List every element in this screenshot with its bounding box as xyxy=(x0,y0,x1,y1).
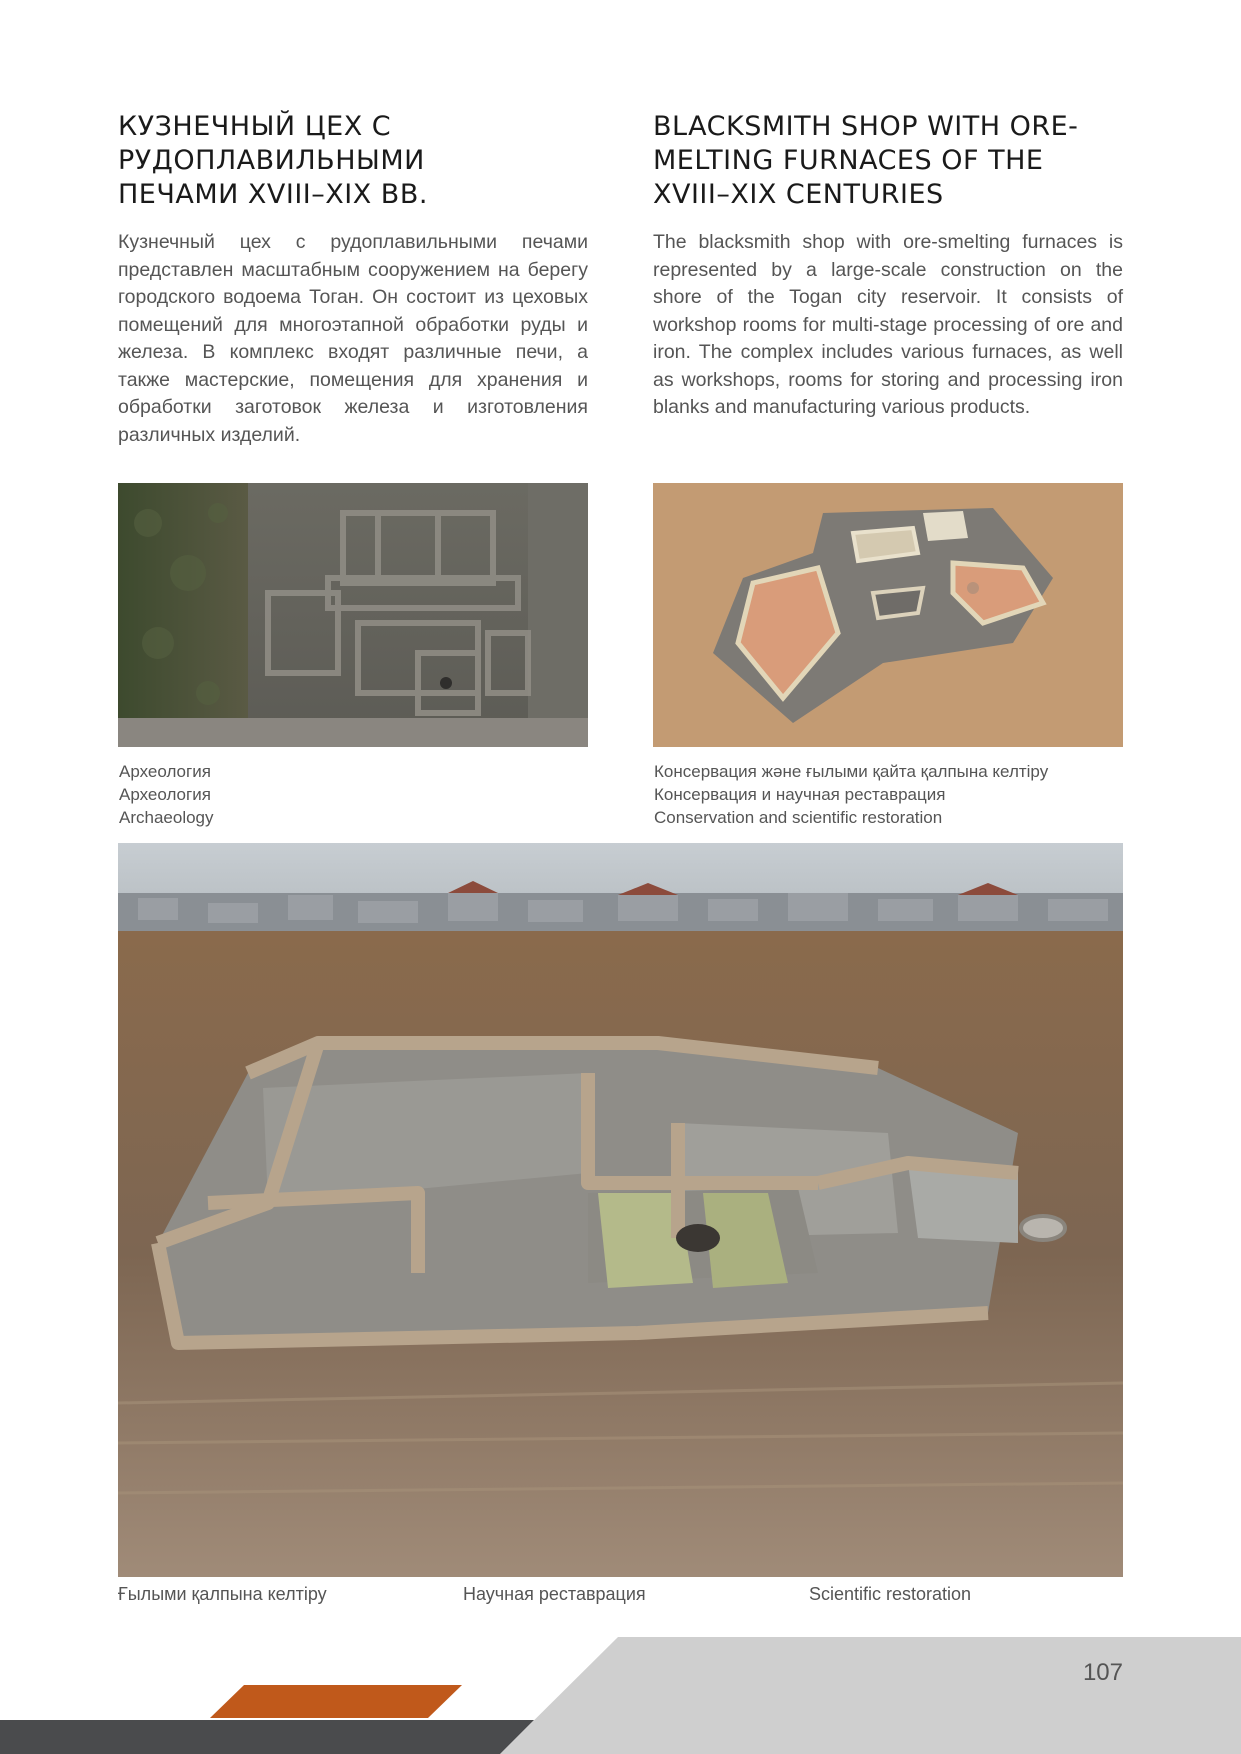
restoration-caption xyxy=(654,760,1048,829)
heading-line: ПЕЧАМИ XVIII–XIX ВВ. xyxy=(118,179,428,210)
caption-english: Archaeology xyxy=(119,808,214,827)
caption-kazakh: Археология xyxy=(119,762,211,781)
heading-line: XVIII–XIX CENTURIES xyxy=(653,179,944,210)
bottom-caption-russian: Научная реставрация xyxy=(463,1584,646,1604)
heading-russian xyxy=(118,110,588,212)
heading-line: КУЗНЕЧНЫЙ ЦЕХ С xyxy=(118,111,392,142)
bottom-caption-kazakh: Ғылыми қалпына келтіру xyxy=(118,1584,327,1604)
footer-decoration xyxy=(0,1630,1241,1754)
aerial-excavation-photo xyxy=(118,483,588,747)
heading-line: MELTING FURNACES OF THE xyxy=(653,145,1044,176)
footer-dark-band xyxy=(0,1720,534,1754)
caption-russian: Консервация и научная реставрация xyxy=(654,785,946,804)
body-text-russian: Кузнечный цех с рудоплавильными печами представлен масштабным сооружением на берегу городского водоема Тоган. Он состоит из цеховых помещений для многоэтапной обработки руды и железа. В комплекс входят различные печи, а также мастерские, помещения для хранения и обработки заготовок железа и изготовления различных изделий. xyxy=(118,231,588,446)
footer-accent-band xyxy=(210,1685,462,1718)
right-column xyxy=(653,110,1123,422)
bottom-caption-english: Scientific restoration xyxy=(809,1584,972,1604)
heading-line: BLACKSMITH SHOP WITH ORE- xyxy=(653,111,1079,142)
restored-site-photo xyxy=(118,843,1123,1577)
body-text-english: The blacksmith shop with ore-smelting furnaces is represented by a large-scale construction on the shore of the Togan city reservoir. It consists of workshop rooms for multi-stage processing of ore and iron. The complex includes various furnaces, as well as workshops, rooms for storing and processing iron blanks and manufacturing various products. xyxy=(653,231,1123,418)
left-column xyxy=(118,110,588,449)
caption-kazakh: Консервация және ғылыми қайта қалпына келтіру xyxy=(654,762,1049,781)
reconstruction-render-photo xyxy=(653,483,1123,747)
heading-line: РУДОПЛАВИЛЬНЫМИ xyxy=(118,145,425,176)
caption-english: Conservation and scientific restoration xyxy=(654,808,943,827)
archaeology-caption xyxy=(119,760,214,829)
caption-russian: Археология xyxy=(119,785,211,804)
heading-english xyxy=(653,110,1123,212)
page-number: 107 xyxy=(1082,1659,1123,1686)
footer-light-band xyxy=(500,1637,1241,1754)
